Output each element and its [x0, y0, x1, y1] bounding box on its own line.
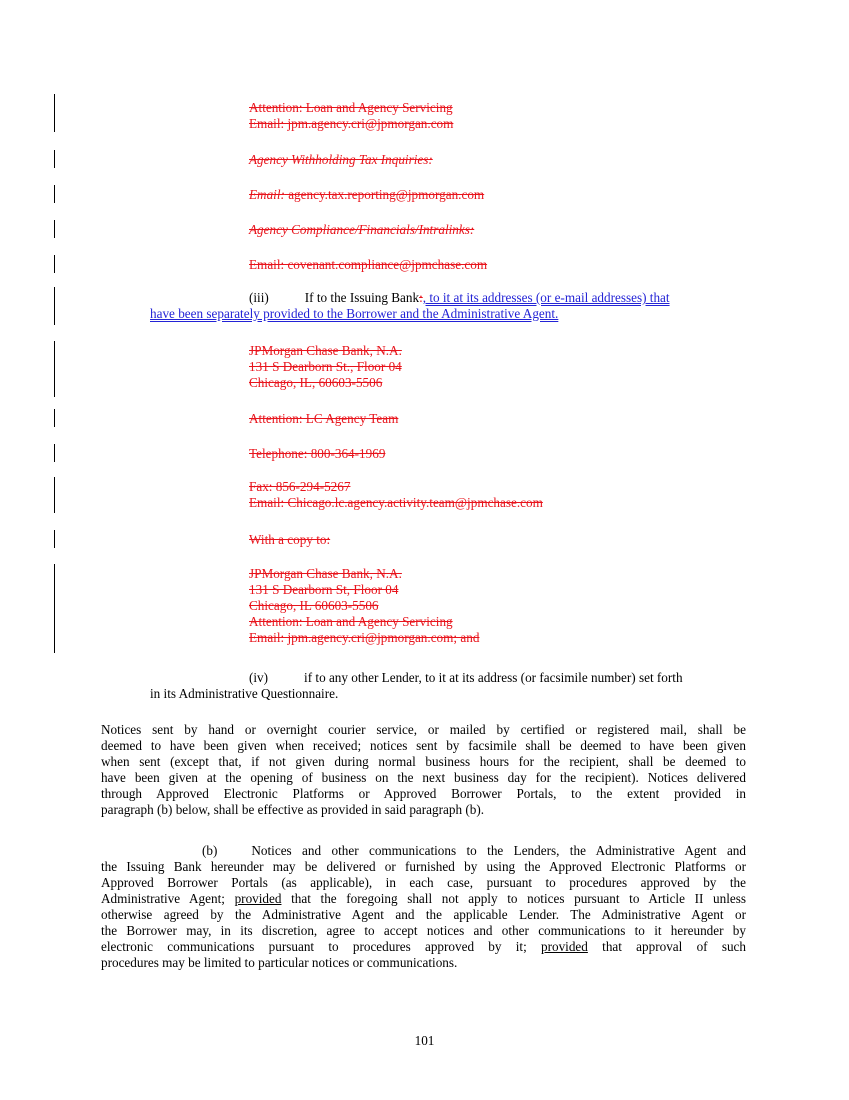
deleted-line: Email: jpm.agency.cri@jpmorgan.com	[249, 116, 454, 131]
item-iii	[249, 290, 747, 306]
paragraph-line: otherwise agreed by the Administrative Agent and the applicable Lender. The Administrative Agent or	[101, 907, 746, 922]
deleted-line: Email: Chicago.lc.agency.activity.team@jpmchase.com	[249, 495, 543, 510]
provided-term: provided	[234, 891, 282, 906]
deleted-line: Fax: 856-294-5267	[249, 479, 351, 494]
provided-term: provided	[541, 939, 588, 954]
item-iii-inserted-2: have been separately provided to the Borrower and the Administrative Agent.	[150, 306, 559, 321]
deleted-copy-block	[249, 566, 479, 646]
item-iv	[249, 670, 746, 686]
deleted-withholding-label: Agency Withholding Tax Inquiries:	[249, 152, 433, 167]
deleted-line: JPMorgan Chase Bank, N.A.	[249, 343, 402, 358]
deleted-lc-attention: Attention: LC Agency Team	[249, 411, 399, 426]
deleted-telephone: Telephone: 800-364-1969	[249, 446, 386, 461]
item-iv-line1: if to any other Lender, to it at its address (or facsimile number) set forth	[304, 670, 683, 685]
deleted-line: Attention: Loan and Agency Servicing	[249, 100, 453, 115]
deleted-fax-block	[249, 479, 543, 511]
deleted-line: 131 S Dearborn St, Floor 04	[249, 582, 399, 597]
paragraph-line: through Approved Electronic Platforms or Approved Borrower Portals, to the extent provided in	[101, 786, 746, 801]
deleted-compliance-email: Email: covenant.compliance@jpmchase.com	[249, 257, 488, 272]
deleted-line: JPMorgan Chase Bank, N.A.	[249, 566, 402, 581]
change-bar	[54, 444, 55, 462]
change-bar	[54, 341, 55, 397]
change-bar	[54, 220, 55, 238]
change-bar	[54, 287, 55, 325]
paragraph-line: Approved Borrower Portals (as applicable), in each case, pursuant to procedures approved by the	[101, 875, 746, 890]
paragraph-line: have been given at the opening of business on the next business day for the recipient). Notices delivered	[101, 770, 746, 785]
deleted-issuing-address	[249, 343, 402, 391]
deleted-line: Chicago, IL, 60603-5506	[249, 375, 383, 390]
deleted-compliance-label: Agency Compliance/Financials/Intralinks:	[249, 222, 475, 237]
notices-paragraph	[101, 722, 746, 818]
item-iv-line2: in its Administrative Questionnaire.	[150, 686, 339, 701]
paragraph-line: when sent (except that, if not given during normal business hours for the recipient, shall be deemed to	[101, 754, 746, 769]
section-b-paragraph	[101, 843, 746, 971]
item-iii-deleted: :	[419, 290, 423, 305]
change-bar	[54, 150, 55, 168]
paragraph-line: the Borrower may, in its discretion, agree to accept notices and other communications to it hereunder by	[101, 923, 746, 938]
change-bar	[54, 255, 55, 273]
paragraph-line: the Issuing Bank hereunder may be delivered or furnished by using the Approved Electronic Platforms or	[101, 859, 746, 874]
deleted-withholding-email	[249, 187, 484, 203]
deleted-line: 131 S Dearborn St., Floor 04	[249, 359, 402, 374]
item-iv-number: (iv)	[249, 670, 269, 685]
paragraph-line: electronic communications pursuant to procedures approved by it; provided that approval of such	[101, 939, 746, 954]
change-bar	[54, 185, 55, 203]
change-bar	[54, 409, 55, 427]
section-b-label: (b)	[202, 843, 218, 858]
deleted-line: Chicago, IL 60603-5506	[249, 598, 379, 613]
paragraph-line: deemed to have been given when received; notices sent by facsimile shall be deemed to have been given	[101, 738, 746, 753]
change-bar	[54, 477, 55, 513]
item-iii-text: If to the Issuing Bank	[304, 290, 420, 305]
paragraph-line: procedures may be limited to particular notices or communications.	[101, 955, 458, 970]
item-iii-number: (iii)	[249, 290, 269, 305]
paragraph-line: Administrative Agent; provided that the foregoing shall not apply to notices pursuant to Article II unless	[101, 891, 746, 906]
change-bar	[54, 564, 55, 653]
deleted-email-label: Email:	[249, 187, 285, 202]
paragraph-line: Notices sent by hand or overnight courier service, or mailed by certified or registered mail, shall be	[101, 722, 746, 737]
item-iii-continuation	[150, 306, 558, 322]
paragraph-line: (b) Notices and other communications to the Lenders, the Administrative Agent and	[202, 843, 746, 858]
change-bar	[54, 530, 55, 548]
deleted-line: Attention: Loan and Agency Servicing	[249, 614, 453, 629]
deleted-attention-block	[249, 100, 453, 132]
item-iii-inserted-1: , to it at its addresses (or e-mail addresses) that	[422, 290, 670, 305]
paragraph-line: paragraph (b) below, shall be effective as provided in said paragraph (b).	[101, 802, 485, 817]
page-number: 101	[414, 1033, 435, 1048]
deleted-with-copy: With a copy to:	[249, 532, 331, 547]
deleted-email-value: agency.tax.reporting@jpmorgan.com	[284, 187, 485, 202]
change-bar	[54, 94, 55, 132]
deleted-line: Email: jpm.agency.cri@jpmorgan.com; and	[249, 630, 480, 645]
